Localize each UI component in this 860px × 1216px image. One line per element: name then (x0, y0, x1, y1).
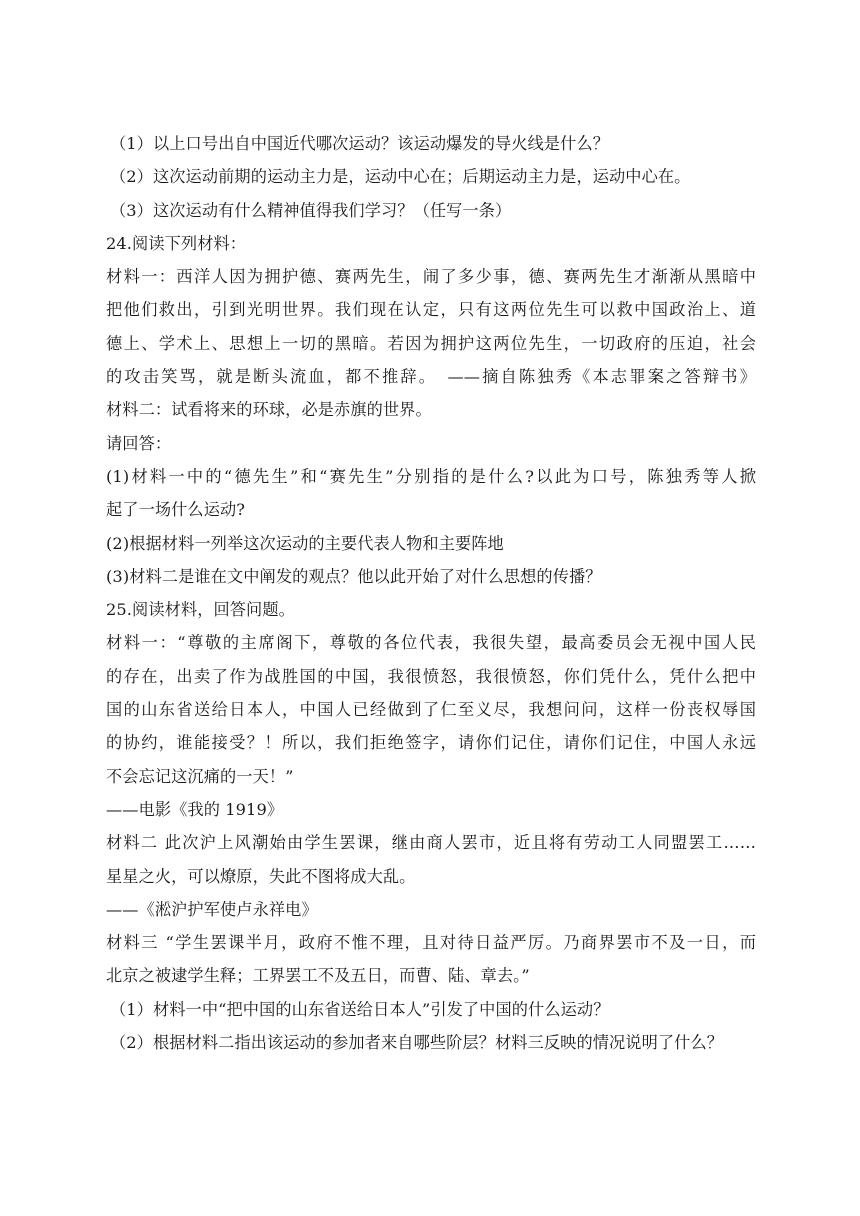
material-25-2-line-1: 材料二 此次沪上风潮始由学生罢课，继由商人罢市，近且将有劳动工人同盟罢工…… (106, 833, 756, 853)
material-24-1-line-2: 把他们救出，引到光明世界。我们现在认定，只有这两位先生可以救中国政治上、道 (106, 300, 756, 320)
material-24-1-line-1: 材料一：西洋人因为拥护德、赛两先生，闹了多少事，德、赛两先生才渐渐从黑暗中 (106, 267, 756, 287)
question-23-1: （1）以上口号出自中国近代哪次运动？该运动爆发的导火线是什么？ (110, 134, 610, 153)
material-24-1-line-4: 的攻击笑骂，就是断头流血，都不推辞。 ——摘自陈独秀《本志罪案之答辩书》 (106, 367, 756, 387)
question-24-2: (2)根据材料一列举这次运动的主要代表人物和主要阵地 (106, 533, 504, 553)
question-25-heading: 25.阅读材料，回答问题。 (106, 600, 295, 620)
material-25-1-line-4: 的协约，谁能接受？！所以，我们拒绝签字，请你们记住，请你们记住，中国人永远 (106, 733, 756, 753)
question-23-2: （2）这次运动前期的运动主力是，运动中心在；后期运动主力是，运动中心在。 (110, 167, 691, 187)
answer-prompt: 请回答： (106, 433, 172, 453)
question-24-1-line-1: (1)材料一中的“德先生”和“赛先生”分别指的是什么?以此为口号，陈独秀等人掀 (106, 466, 756, 486)
material-25-2-source: ——《淞沪护军使卢永祥电》 (106, 899, 318, 919)
material-24-2: 材料二：试看将来的环球，必是赤旗的世界。 (106, 400, 432, 420)
material-25-1-line-5: 不会忘记这沉痛的一天！” (106, 766, 294, 786)
question-24-3: (3)材料二是谁在文中阐发的观点？他以此开始了对什么思想的传播？ (106, 566, 602, 586)
material-25-3-line-2: 北京之被逮学生释；工界罢工不及五日，而曹、陆、章去。” (106, 966, 530, 986)
material-25-3-line-1: 材料三 “学生罢课半月，政府不惟不理，且对待日益严厉。乃商界罢市不及一日，而 (106, 933, 756, 953)
material-25-1-line-3: 国的山东省送给日本人，中国人已经做到了仁至义尽，我想问问，这样一份丧权辱国 (106, 700, 756, 720)
material-25-1-line-2: 的存在，出卖了作为战胜国的中国，我很愤怒，我很愤怒，你们凭什么，凭什么把中 (106, 666, 756, 686)
question-24-1-line-2: 起了一场什么运动? (106, 500, 246, 520)
document-body (106, 127, 756, 1059)
material-25-1-source: ——电影《我的 1919》 (106, 799, 284, 819)
material-25-2-line-2: 星星之火，可以燎原，失此不图将成大乱。 (106, 866, 416, 886)
question-23-3: （3）这次运动有什么精神值得我们学习？（任写一条） (110, 200, 512, 220)
question-25-1: （1）材料一中“把中国的山东省送给日本人”引发了中国的什么运动？ (110, 999, 610, 1019)
question-25-2: （2）根据材料二指出该运动的参加者来自哪些阶层？材料三反映的情况说明了什么？ (110, 1033, 724, 1053)
question-24-heading: 24.阅读下列材料： (106, 233, 247, 253)
material-24-1-line-3: 德上、学术上、思想上一切的黑暗。若因为拥护这两位先生，一切政府的压迫，社会 (106, 333, 756, 353)
material-25-1-line-1: 材料一：“尊敬的主席阁下，尊敬的各位代表，我很失望，最高委员会无视中国人民 (106, 633, 756, 653)
